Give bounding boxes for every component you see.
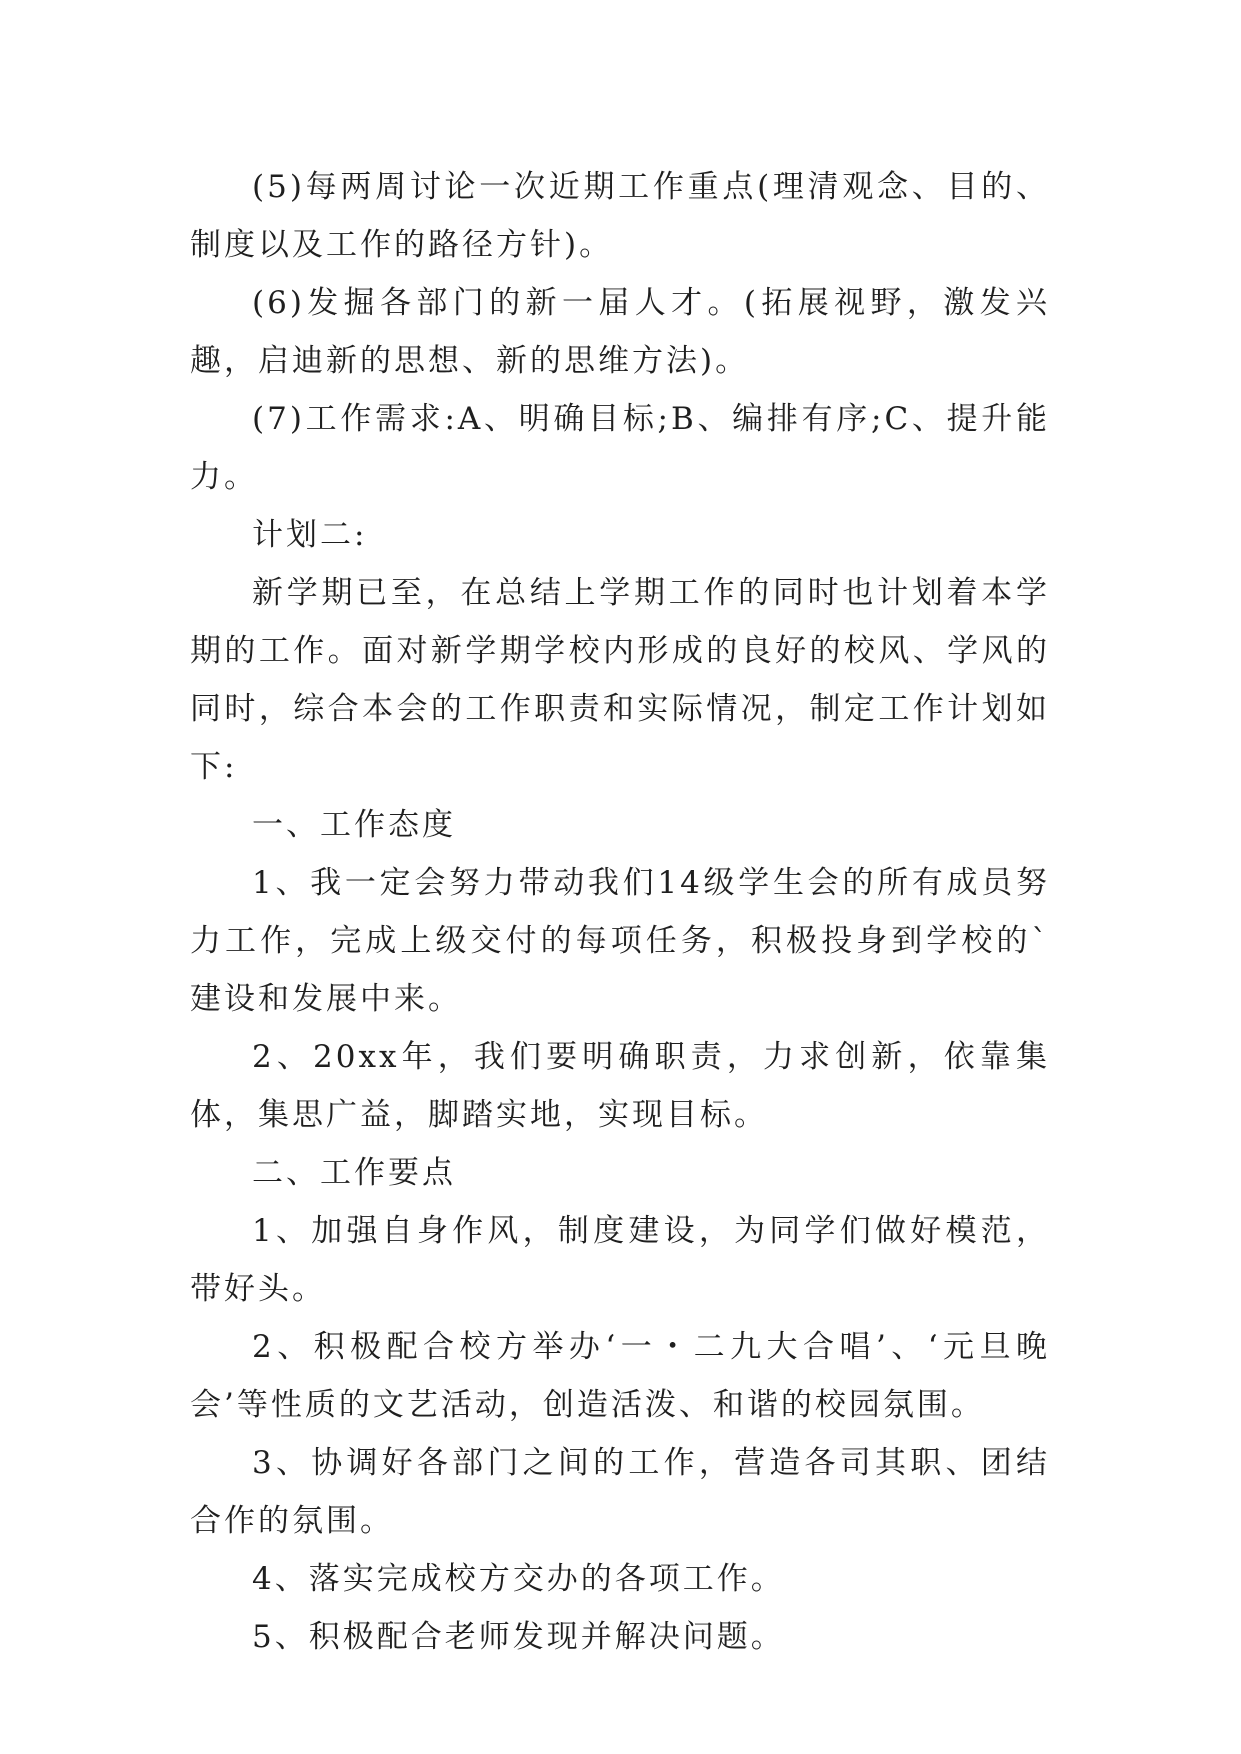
paragraph-point-1: 1、加强自身作风，制度建设，为同学们做好模范，带好头。 bbox=[190, 1213, 1050, 1307]
paragraph-item-5-weekly-discussion: (5)每两周讨论一次近期工作重点(理清观念、目的、制度以及工作的路径方针)。 bbox=[190, 169, 1050, 263]
paragraph-attitude-1: 1、我一定会努力带动我们14级学生会的所有成员努力工作，完成上级交付的每项任务，积极投身到学校的`建设和发展中来。 bbox=[190, 865, 1050, 1017]
paragraph-point-3: 3、协调好各部门之间的工作，营造各司其职、团结合作的氛围。 bbox=[190, 1445, 1050, 1539]
section-heading-plan-two: 计划二: bbox=[252, 517, 368, 553]
document-body bbox=[190, 158, 1050, 1666]
paragraph-attitude-2: 2、20xx年，我们要明确职责，力求创新，依靠集体，集思广益，脚踏实地，实现目标。 bbox=[190, 1039, 1050, 1133]
paragraph-item-6-talent: (6)发掘各部门的新一届人才。(拓展视野，激发兴趣，启迪新的思想、新的思维方法)。 bbox=[190, 285, 1050, 379]
paragraph-intro: 新学期已至，在总结上学期工作的同时也计划着本学期的工作。面对新学期学校内形成的良好的校风、学风的同时，综合本会的工作职责和实际情况，制定工作计划如下: bbox=[190, 575, 1050, 785]
section-heading-work-points: 二、工作要点 bbox=[252, 1155, 456, 1191]
paragraph-item-7-requirements: (7)工作需求:A、明确目标;B、编排有序;C、提升能力。 bbox=[190, 401, 1050, 495]
paragraph-point-2: 2、积极配合校方举办‘一・二九大合唱’、‘元旦晚会’等性质的文艺活动，创造活泼、和谐的校园氛围。 bbox=[190, 1329, 1050, 1423]
section-heading-work-attitude: 一、工作态度 bbox=[252, 807, 456, 843]
paragraph-point-5: 5、积极配合老师发现并解决问题。 bbox=[252, 1619, 785, 1655]
paragraph-point-4: 4、落实完成校方交办的各项工作。 bbox=[252, 1561, 785, 1597]
